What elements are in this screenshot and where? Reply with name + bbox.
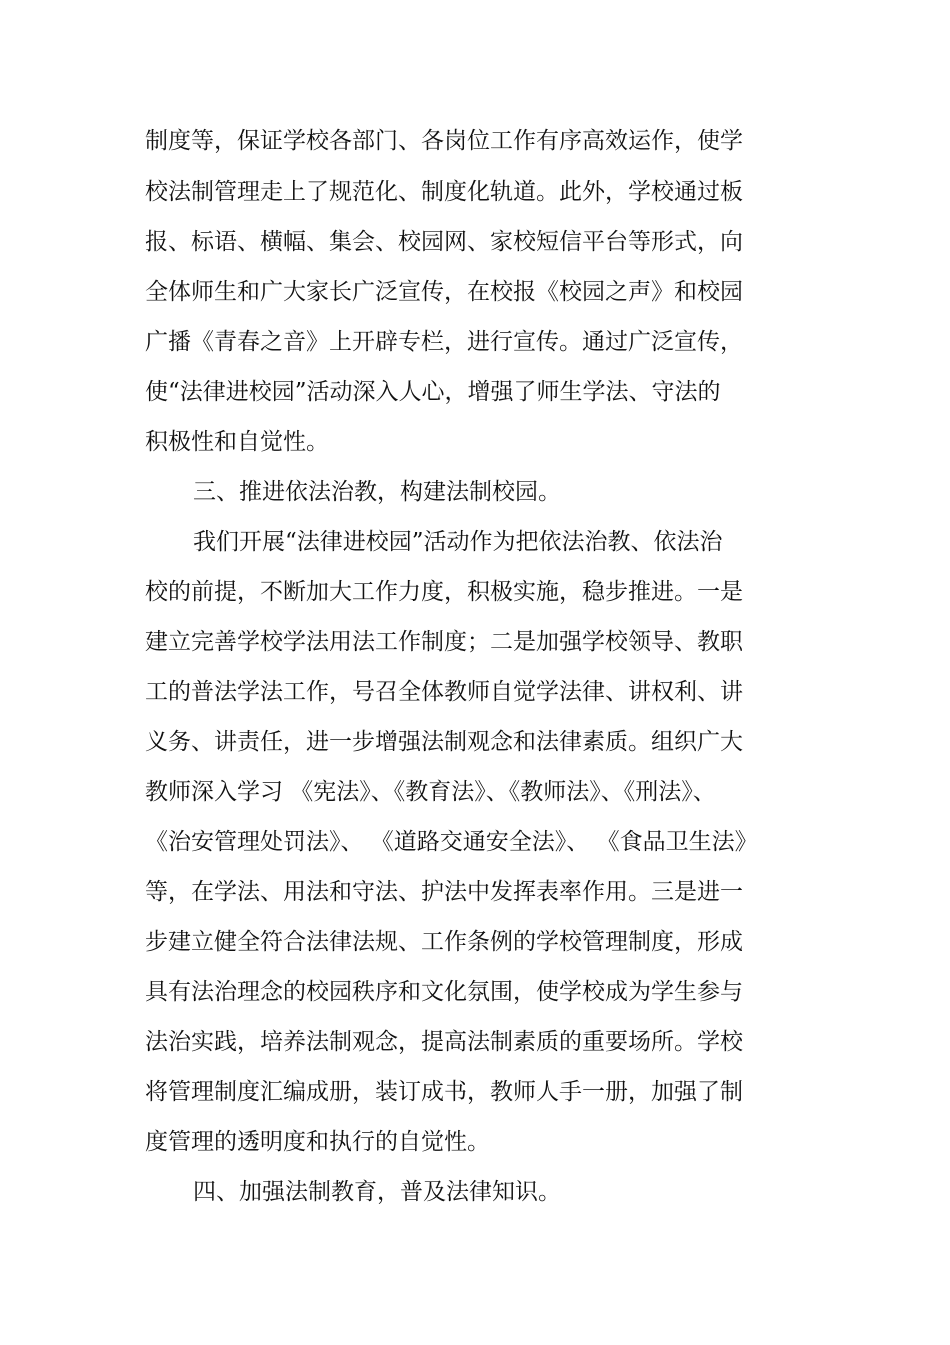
text-line: 《治安管理处罚法》、 《道路交通安全法》、 《食品卫生法》 <box>145 829 758 855</box>
text-line: 报、标语、横幅、集会、校园网、家校短信平台等形式，向 <box>145 229 743 255</box>
text-line: 我们开展“法律进校园”活动作为把依法治教、依法治 <box>193 529 723 555</box>
text-line: 校的前提，不断加大工作力度，积极实施，稳步推进。一是 <box>145 579 743 605</box>
text-line: 校法制管理走上了规范化、制度化轨道。此外，学校通过板 <box>145 179 743 205</box>
text-line: 义务、讲责任，进一步增强法制观念和法律素质。组织广大 <box>145 729 743 755</box>
text-line: 法治实践，培养法制观念，提高法制素质的重要场所。学校 <box>145 1029 743 1055</box>
text-line: 积极性和自觉性。 <box>145 429 329 455</box>
text-line: 等，在学法、用法和守法、护法中发挥表率作用。三是进一 <box>145 879 743 905</box>
text-line: 具有法治理念的校园秩序和文化氛围，使学校成为学生参与 <box>145 979 743 1005</box>
text-line: 步建立健全符合法律法规、工作条例的学校管理制度，形成 <box>145 929 743 955</box>
section-heading: 三、推进依法治教，构建法制校园。 <box>193 479 561 505</box>
text-line: 广播《青春之音》上开辟专栏，进行宣传。通过广泛宣传， <box>145 329 743 355</box>
text-line: 将管理制度汇编成册，装订成书，教师人手一册，加强了制 <box>145 1079 743 1105</box>
section-heading: 四、加强法制教育，普及法律知识。 <box>193 1179 561 1205</box>
text-line: 全体师生和广大家长广泛宣传，在校报《校园之声》和校园 <box>145 279 743 305</box>
text-line: 度管理的透明度和执行的自觉性。 <box>145 1129 490 1155</box>
text-line: 工的普法学法工作，号召全体教师自觉学法律、讲权利、讲 <box>145 679 743 705</box>
text-line: 建立完善学校学法用法工作制度；二是加强学校领导、教职 <box>145 629 743 655</box>
text-line: 制度等，保证学校各部门、各岗位工作有序高效运作，使学 <box>145 128 743 154</box>
text-line: 使“法律进校园”活动深入人心，增强了师生学法、守法的 <box>145 379 721 405</box>
text-line: 教师深入学习 《宪法》、《教育法》、《教师法》、《刑法》、 <box>145 779 716 805</box>
